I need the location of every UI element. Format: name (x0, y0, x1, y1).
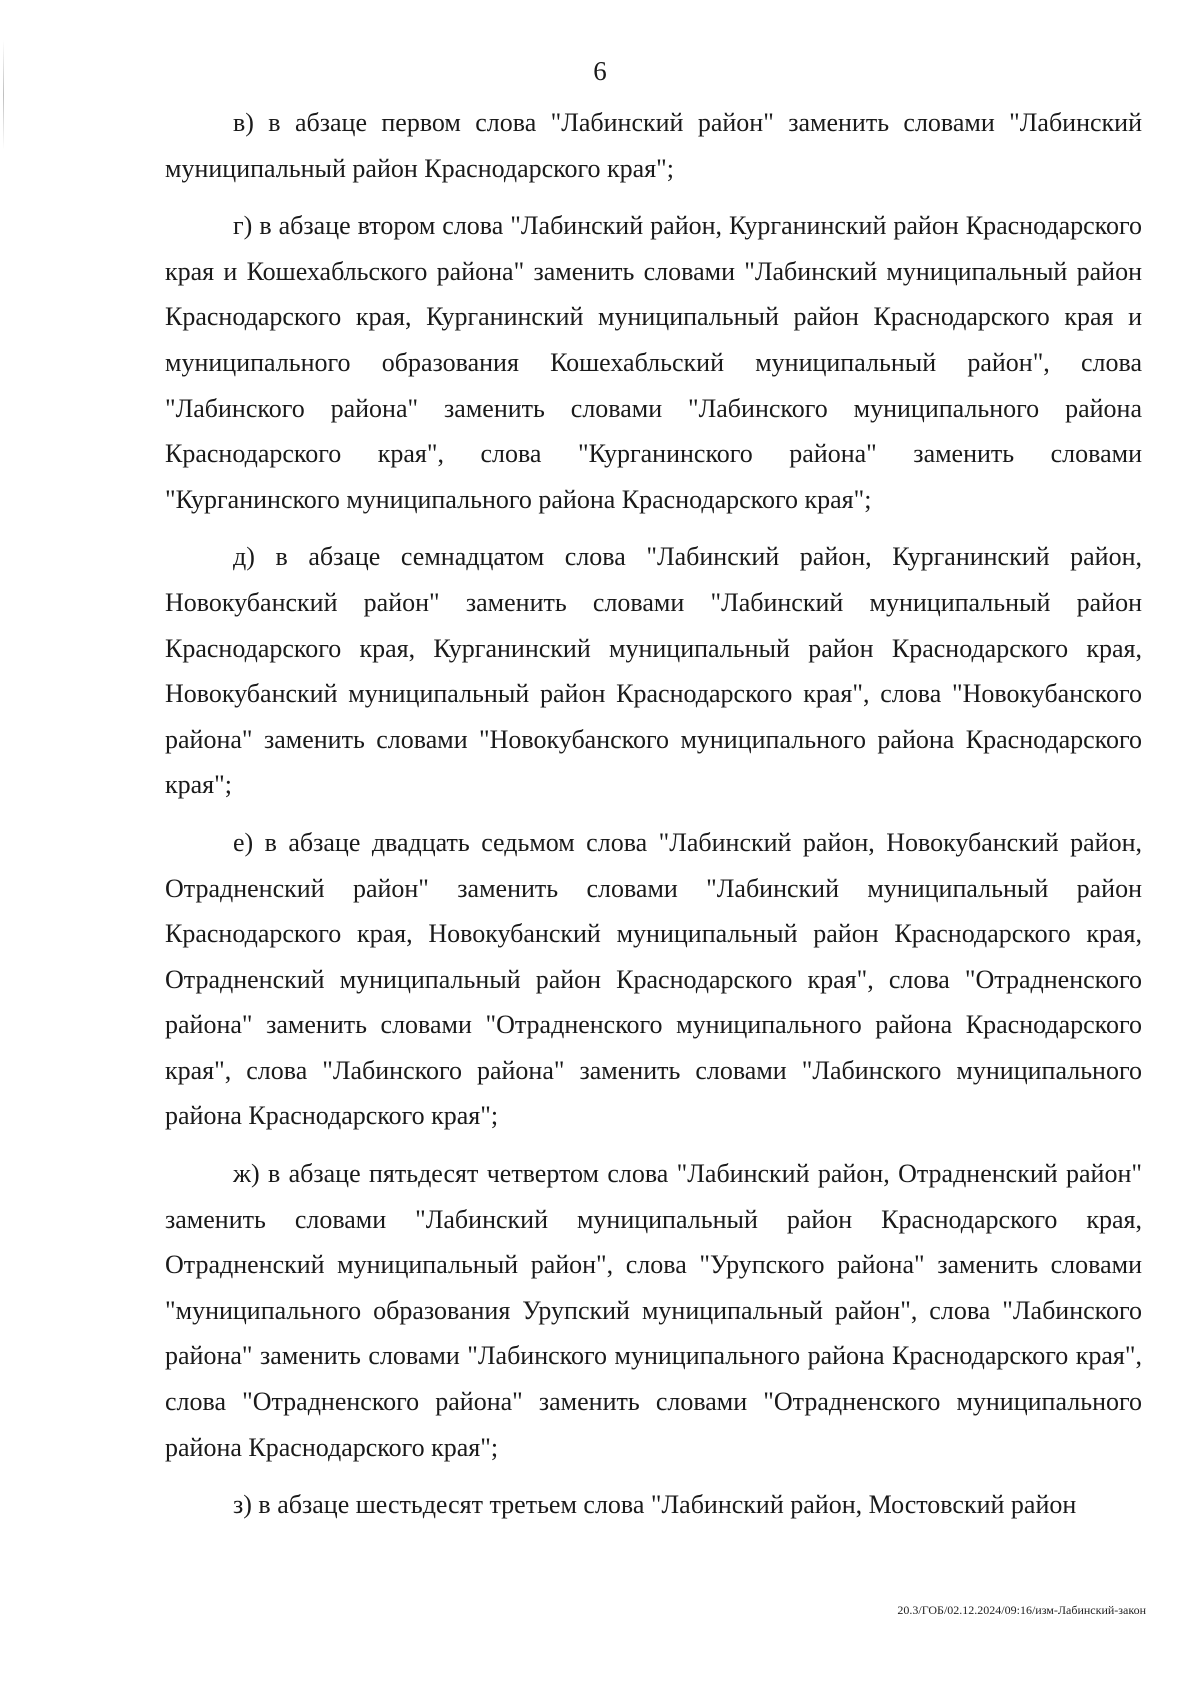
document-body (165, 100, 1142, 1528)
paragraph-z: з) в абзаце шестьдесят третьем слова "Лабинский район, Мостовский район (233, 1490, 1077, 1520)
paragraph-d: д) в абзаце семнадцатом слова "Лабинский район, Курганинский район, Новокубанский район" заменить словами "Лабинский муниципальный район Краснодарского края, Курганинский муниципальный район Краснодарского края, Новокубанский муниципальный район Краснодарского края", слова "Новокубанского района" заменить словами "Новокубанского муниципального района Краснодарского края"; (165, 542, 1142, 800)
paragraph-e: е) в абзаце двадцать седьмом слова "Лабинский район, Новокубанский район, Отрадненский район" заменить словами "Лабинский муниципальный район Краснодарского края, Новокубанский муниципальный район Краснодарского края, Отрадненский муниципальный район Краснодарского края", слова "Отрадненского района" заменить словами "Отрадненского муниципального района Краснодарского края", слова "Лабинского района" заменить словами "Лабинского муниципального района Краснодарского края"; (165, 827, 1142, 1131)
paragraph-v: в) в абзаце первом слова "Лабинский район" заменить словами "Лабинский муниципальный район Краснодарского края"; (165, 108, 1142, 183)
paragraph-zh: ж) в абзаце пятьдесят четвертом слова "Лабинский район, Отрадненский район" заменить словами "Лабинский муниципальный район Краснодарского края, Отрадненский муниципальный район", слова "Урупского района" заменить словами "муниципального образования Урупский муниципальный район", слова "Лабинского района" заменить словами "Лабинского муниципального района Краснодарского края", слова "Отрадненского района" заменить словами "Отрадненского муниципального района Краснодарского края"; (165, 1159, 1142, 1462)
document-reference-footer: 20.3/ГОБ/02.12.2024/09:16/изм-Лабинский-закон (897, 1603, 1146, 1617)
paragraph-g: г) в абзаце втором слова "Лабинский район, Курганинский район Краснодарского края и Кошехабльского района" заменить словами "Лабинский муниципальный район Краснодарского края, Курганинский муниципальный район Краснодарского края и муниципального образования Кошехабльский муниципальный район", слова "Лабинского района" заменить словами "Лабинского муниципального района Краснодарского края", слова "Курганинского района" заменить словами "Курганинского муниципального района Краснодарского края"; (165, 211, 1142, 514)
page-number: 6 (593, 56, 607, 86)
